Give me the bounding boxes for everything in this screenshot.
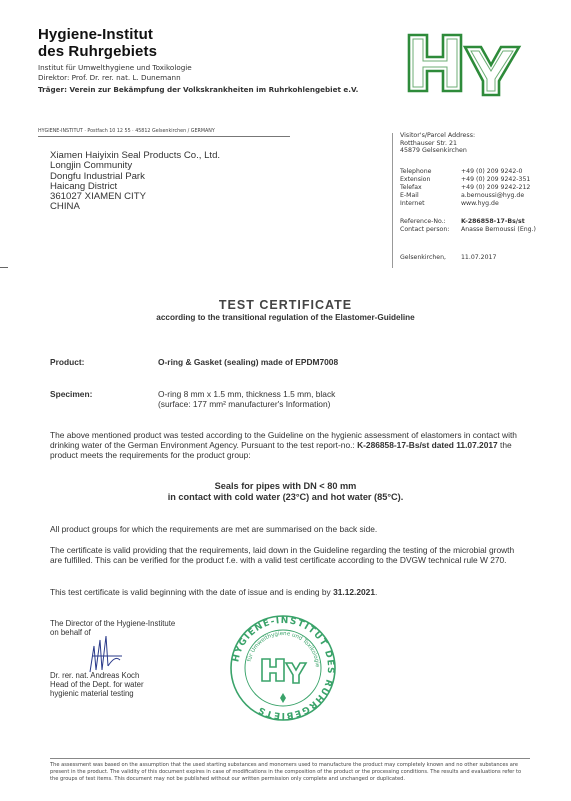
institute-name-line-2: des Ruhrgebiets bbox=[38, 43, 158, 60]
recipient-line: Longjin Community bbox=[50, 160, 133, 172]
recipient-line: CHINA bbox=[50, 201, 80, 213]
summary-paragraph: All product groups for which the requirements are met are summarised on the back side. bbox=[50, 524, 378, 534]
fold-mark bbox=[0, 267, 8, 268]
signature-details bbox=[50, 672, 144, 698]
expiry-paragraph: This test certificate is valid beginning with the date of issue and is ending by 31.12.2021. bbox=[50, 587, 378, 597]
institute-subline-1: Institut für Umwelthygiene und Toxikologie bbox=[38, 63, 192, 72]
visitor-address bbox=[400, 132, 475, 155]
institute-subline-2: Direktor: Prof. Dr. rer. nat. L. Dunemann bbox=[38, 73, 181, 82]
divider bbox=[392, 133, 393, 268]
product-group-line-1: Seals for pipes with DN < 80 mm bbox=[214, 481, 357, 491]
specimen-line: O-ring 8 mm x 1.5 mm, thickness 1.5 mm, black bbox=[158, 389, 336, 399]
place-date: Gelsenkirchen, 11.07.2017 bbox=[400, 254, 497, 261]
institute-subline-3: Träger: Verein zur Bekämpfung der Volkskrankheiten im Ruhrkohlengebiet e.V. bbox=[38, 85, 359, 94]
contact-email: E-Mail a.bernoussi@hyg.de bbox=[400, 192, 525, 199]
specimen-label: Specimen: bbox=[50, 389, 93, 399]
certificate-title: TEST CERTIFICATE bbox=[218, 298, 353, 312]
contact-internet: Internet www.hyg.de bbox=[400, 200, 499, 207]
hy-logo-icon bbox=[405, 25, 523, 102]
signature-icon bbox=[82, 626, 142, 676]
stamp-inner-text: für Umwelthygiene und Toxikologie bbox=[246, 630, 321, 668]
contact-extension: Extension +49 (0) 209 9242-351 bbox=[400, 176, 531, 183]
reference-number: Reference-No.: K-286858-17-Bs/st bbox=[400, 218, 525, 225]
contact-telefax: Telefax +49 (0) 209 9242-212 bbox=[400, 184, 531, 191]
signature-line-1: The Director of the Hygiene-Institute bbox=[50, 619, 176, 628]
contact-person: Contact person: Anasse Bernoussi (Eng.) bbox=[400, 226, 536, 233]
footer-disclaimer: The assessment was based on the assumption that the used starting substances and monomers used to manufacture the product may completely known and no other substances are present in the product. The validity of this document expires in case of modifications in the composition of the product or the processing conditions. The results and evaluations refer to the groups of test items. This document may not be published without our written permission only complete and unchanged or duplicated. bbox=[50, 758, 530, 783]
recipient-line: 361027 XIAMEN CITY bbox=[50, 191, 146, 203]
institute-name bbox=[38, 26, 157, 60]
recipient-address bbox=[50, 151, 220, 213]
stamp-outer-text: HYGIENE-INSTITUT DES RUHRGEBIETS bbox=[231, 615, 336, 721]
signatory-name: Dr. rer. nat. Andreas Koch bbox=[50, 671, 140, 680]
recipient-line: Xiamen Haiyixin Seal Products Co., Ltd. bbox=[50, 150, 221, 161]
sender-line: HYGIENE-INSTITUT · Postfach 10 12 55 · 45812 Gelsenkirchen / GERMANY bbox=[38, 129, 290, 137]
recipient-line: Haicang District bbox=[50, 180, 118, 192]
product-group-line-2: in contact with cold water (23°C) and hot water (85°C). bbox=[167, 492, 404, 502]
institute-name-line-1: Hygiene-Institut bbox=[38, 26, 153, 43]
signatory-role-1: Head of the Dept. for water bbox=[50, 679, 144, 689]
validity-paragraph: The certificate is valid providing that the requirements, laid down in the Guideline regarding the testing of the microbial growth are fulfilled. This can be verified for the product f.e. with a valid test certificate according to the DVGW technical rule W 270. bbox=[50, 545, 515, 566]
official-stamp-icon bbox=[228, 613, 338, 723]
specimen-line: (surface: 177 mm² manufacturer's Information) bbox=[158, 399, 331, 409]
test-paragraph: The above mentioned product was tested according to the Guideline on the hygienic assessment of elastomers in contact with drinking water of the German Environment Agency. Pursuant to the test report-no.: K-286858-17-Bs/st dated 11.07.2017 the product meets the requirements for the product group: bbox=[50, 430, 517, 461]
recipient-line: Dongfu Industrial Park bbox=[50, 170, 145, 182]
visitor-title: Visitor's/Parcel Address: bbox=[400, 132, 476, 139]
contact-telephone: Telephone +49 (0) 209 9242-0 bbox=[400, 168, 523, 175]
product-value: O-ring & Gasket (sealing) made of EPDM7008 bbox=[158, 357, 339, 367]
signature-line-2: on behalf of bbox=[50, 627, 91, 637]
expiry-date: 31.12.2021 bbox=[333, 587, 375, 597]
signatory-role-2: hygienic material testing bbox=[50, 688, 134, 698]
product-label: Product: bbox=[50, 357, 85, 367]
specimen-value bbox=[158, 389, 335, 409]
visitor-street: Rotthauser Str. 21 bbox=[400, 139, 457, 147]
visitor-city: 45879 Gelsenkirchen bbox=[400, 147, 467, 155]
test-report-reference: K-286858-17-Bs/st dated 11.07.2017 bbox=[357, 440, 498, 451]
certificate-subtitle: according to the transitional regulation of the Elastomer-Guideline bbox=[156, 313, 415, 322]
